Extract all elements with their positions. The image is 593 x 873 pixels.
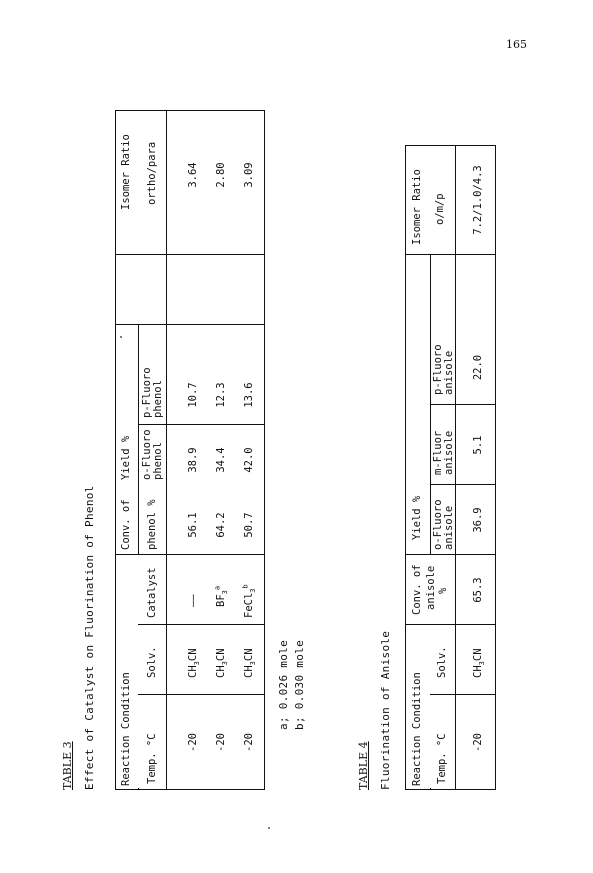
t4-header-o-2: anisole — [443, 505, 455, 550]
t3-r3-o: 42.0 — [243, 447, 255, 473]
t3-header-yield: Yield % — [120, 435, 132, 480]
scan-speck — [268, 827, 270, 829]
t4-header-m-2: anisole — [443, 430, 455, 475]
t3-r2-temp: -20 — [215, 733, 227, 752]
t3-r1-ratio: 3.64 — [187, 162, 199, 188]
t4-header-yield: Yield % — [411, 495, 423, 540]
t3-footnote-b: b; 0.030 mole — [293, 640, 306, 730]
t4-r1-temp: -20 — [472, 733, 484, 752]
t3-header-ortho-para: ortho/para — [146, 141, 158, 205]
t4-header-p-1: p-Fluoro — [432, 344, 444, 395]
t3-r1-catalyst: —— — [187, 594, 199, 607]
table3-label: TABLE 3 — [61, 741, 74, 790]
t3-header-p-2: phenol — [152, 380, 164, 418]
t3-header-conv-1: Conv. of — [120, 499, 132, 550]
t3-r1-p: 10.7 — [187, 382, 199, 408]
t3-r3-temp: -20 — [243, 733, 255, 752]
t4-r1-ratio: 7.2/1.0/4.3 — [472, 165, 484, 235]
t3-r3-ratio: 3.09 — [243, 162, 255, 188]
t4-r1-p: 22.0 — [472, 354, 484, 381]
t3-r3-conv: 50.7 — [243, 512, 255, 538]
t3-r1-solv: $CH_3CN$ — [187, 648, 202, 678]
page-number: 165 — [506, 38, 527, 51]
t3-r1-conv: 56.1 — [187, 512, 199, 538]
table4-title: Fluorination of Anisole — [379, 630, 392, 790]
table4-label: TABLE 4 — [357, 741, 370, 790]
t4-header-solv: Solv. — [436, 646, 448, 678]
t4-header-temp: Temp. °C — [436, 733, 448, 784]
t4-header-isomer: Isomer Ratio — [411, 169, 423, 245]
t4-header-p-2: anisole — [443, 350, 455, 395]
t3-footnote-a: a; 0.026 mole — [277, 640, 290, 730]
t3-r1-temp: -20 — [187, 733, 199, 752]
t3-r3-catalyst: FeCl$_3^b$ — [241, 584, 258, 618]
t3-r2-solv: $CH_3CN$ — [215, 648, 230, 678]
table3 — [115, 110, 265, 790]
t3-r3-p: 13.6 — [243, 382, 255, 408]
t3-r2-p: 12.3 — [215, 382, 227, 408]
table4 — [405, 145, 496, 790]
t3-r2-ratio: 2.80 — [215, 162, 227, 188]
t3-header-isomer: Isomer Ratio — [120, 134, 132, 210]
t4-r1-solv: $CH_3CN$ — [472, 648, 487, 678]
t3-header-temp: Temp. °C — [146, 733, 158, 784]
rotated-content — [55, 0, 487, 790]
t3-r3-solv: $CH_3CN$ — [243, 648, 258, 678]
t4-header-o-1: o-Fluoro — [432, 499, 444, 550]
t3-header-o-1: o-Fluoro — [141, 429, 153, 480]
table3-title: Effect of Catalyst on Fluorination of Phenol — [83, 485, 96, 790]
t3-header-solv: Solv. — [146, 646, 158, 678]
t3-header-conv-2: phenol % — [146, 499, 158, 550]
t3-header-reaction-condition: Reaction Condition — [120, 672, 132, 786]
t3-r2-catalyst: $BF_3^a$ — [213, 585, 230, 607]
t3-header-p-1: p-Fluoro — [141, 367, 153, 418]
t3-r2-o: 34.4 — [215, 447, 227, 473]
t4-header-conv-1: Conv. of — [411, 564, 423, 615]
t3-header-catalyst: Catalyst — [146, 567, 158, 618]
t4-r1-conv: 65.3 — [472, 577, 484, 603]
t3-r1-o: 38.9 — [187, 447, 199, 473]
t4-r1-o: 36.9 — [472, 507, 484, 533]
t4-header-m-1: m-Fluor — [432, 430, 444, 475]
t4-header-reaction-condition: Reaction Condition — [411, 672, 423, 786]
t4-header-omp: o/m/p — [434, 193, 446, 225]
t3-r2-conv: 64.2 — [215, 512, 227, 538]
t4-header-conv-2: anisole — [425, 565, 437, 610]
t4-header-conv-3: % — [437, 587, 449, 594]
t3-header-o-2: phenol — [152, 442, 164, 480]
t4-r1-m: 5.1 — [472, 435, 484, 455]
